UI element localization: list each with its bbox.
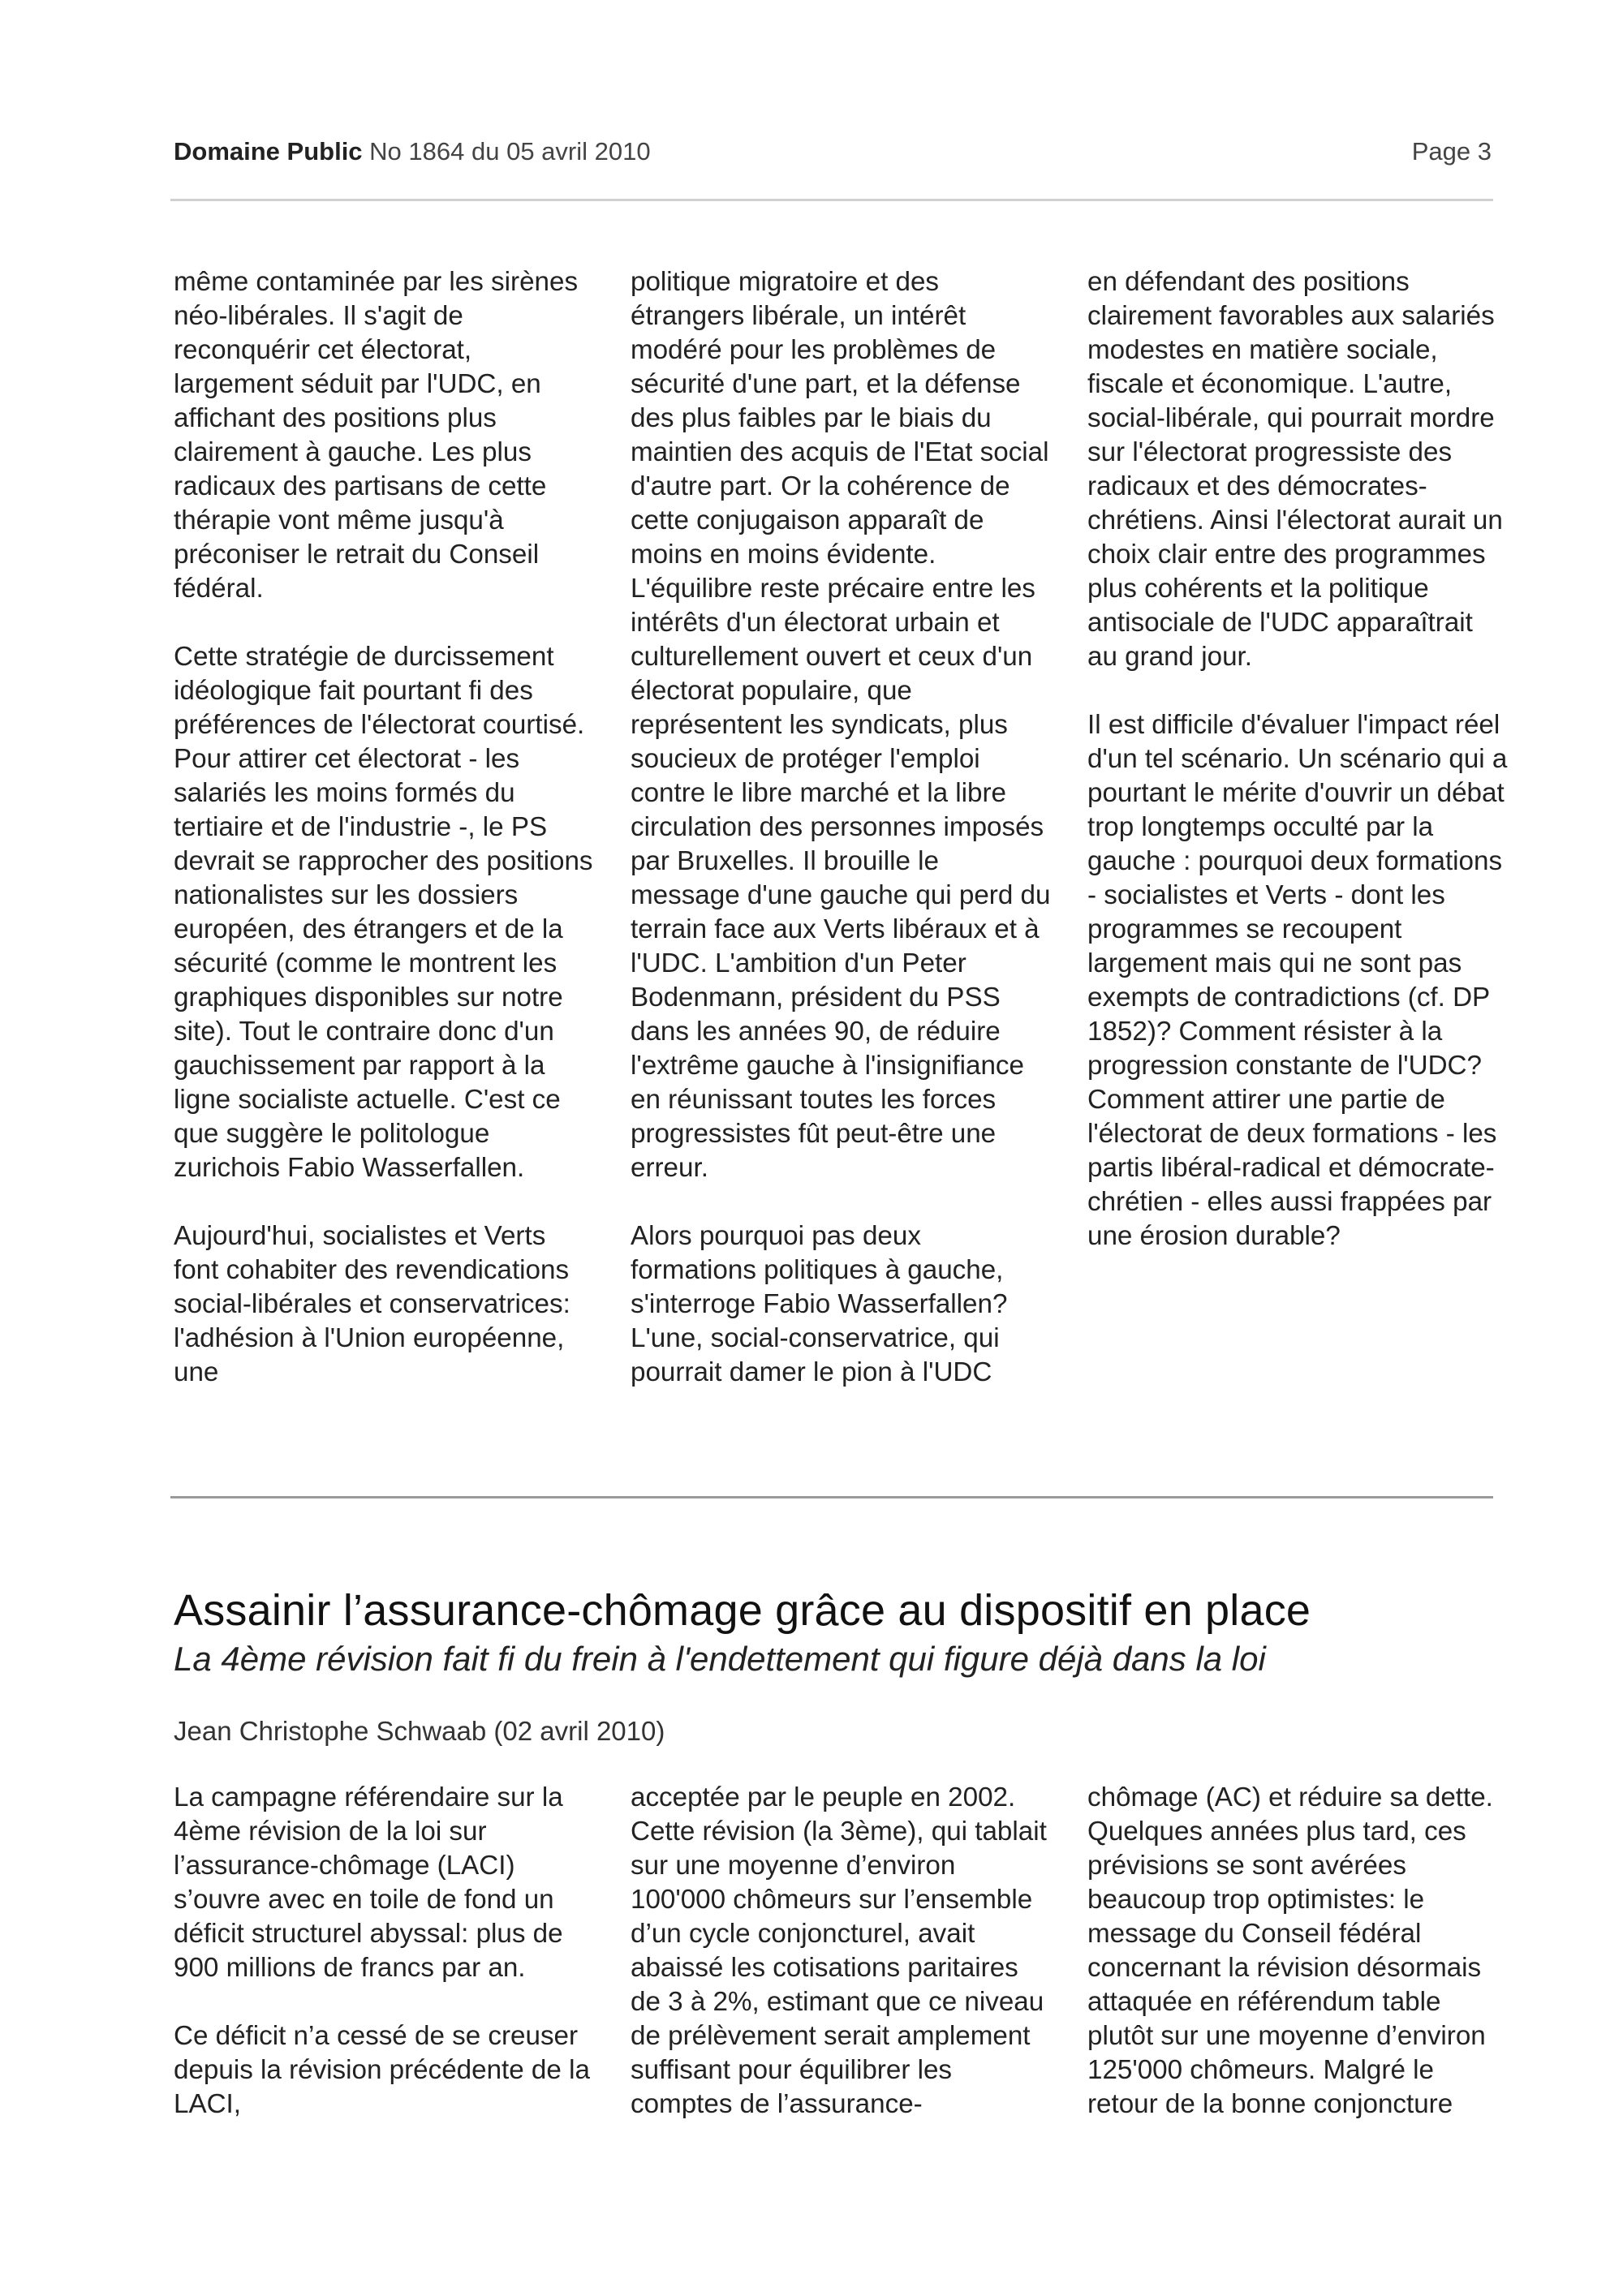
- paragraph: Alors pourquoi pas deux formations politiques à gauche, s'interroge Fabio Wasserfallen? L'une, social-conservatrice, qui pourrait damer le pion à l'UDC: [631, 1221, 1008, 1387]
- article1-column-3: [1087, 265, 1509, 1253]
- article1-column-2: [631, 265, 1053, 1390]
- paragraph: La campagne référendaire sur la 4ème révision de la loi sur l’assurance-chômage (LACI) s’ouvre avec en toile de fond un déficit structurel abyssal: plus de 900 millions de francs par an.: [174, 1782, 563, 1983]
- issue-info: No 1864 du 05 avril 2010: [369, 137, 651, 166]
- paragraph: acceptée par le peuple en 2002. Cette révision (la 3ème), qui tablait sur une moyenne d’environ 100'000 chômeurs sur l’ensemble d’un cycle conjoncturel, avait abaissé les cotisations paritaires de 3 à 2%, estimant que ce niveau de prélèvement serait amplement suffisant pour équilibrer les comptes de l’assurance-: [631, 1782, 1047, 2119]
- article-author: Jean Christophe Schwaab (02 avril 2010): [174, 1716, 665, 1746]
- paragraph: Aujourd'hui, socialistes et Verts font cohabiter des revendications social-libérales et conservatrices: l'adhésion à l'Union européenne, une: [174, 1221, 570, 1387]
- header-divider: [170, 199, 1493, 201]
- article-title: Assainir l’assurance-chômage grâce au dispositif en place: [174, 1586, 1311, 1635]
- page-number: Page 3: [1411, 137, 1492, 166]
- article-subtitle: La 4ème révision fait fi du frein à l'endettement qui figure déjà dans la loi: [174, 1640, 1266, 1678]
- article1-column-1: [174, 265, 596, 1390]
- article2-column-1: [174, 1781, 596, 2122]
- publication-name: Domaine Public: [174, 137, 363, 166]
- paragraph: Cette stratégie de durcissement idéologique fait pourtant fi des préférences de l'électorat courtisé. Pour attirer cet électorat - les salariés les moins formés du tertiaire et de l'industrie -, le PS devrait se rapprocher des positions nationalistes sur les dossiers européen, des étrangers et de la sécurité (comme le montrent les graphiques disponibles sur notre site). Tout le contraire donc d'un gauchissement par rapport à la ligne socialiste actuelle. C'est ce que suggère le politologue zurichois Fabio Wasserfallen.: [174, 642, 593, 1183]
- article2-column-3: [1087, 1781, 1509, 2122]
- paragraph: même contaminée par les sirènes néo-libérales. Il s'agit de reconquérir cet électorat, largement séduit par l'UDC, en affichant des positions plus clairement à gauche. Les plus radicaux des partisans de cette thérapie vont même jusqu'à préconiser le retrait du Conseil fédéral.: [174, 267, 579, 604]
- paragraph: politique migratoire et des étrangers libérale, un intérêt modéré pour les problèmes de sécurité d'une part, et la défense des plus faibles par le biais du maintien des acquis de l'Etat social d'autre part. Or la cohérence de cette conjugaison apparaît de moins en moins évidente. L'équilibre reste précaire entre les intérêts d'un électorat urbain et culturellement ouvert et ceux d'un électorat populaire, que représentent les syndicats, plus soucieux de protéger l'emploi contre le libre marché et la libre circulation des personnes imposés par Bruxelles. Il brouille le message d'une gauche qui perd du terrain face aux Verts libéraux et à l'UDC. L'ambition d'un Peter Bodenmann, président du PSS dans les années 90, de réduire l'extrême gauche à l'insignifiance en réunissant toutes les forces progressistes fût peut-être une erreur.: [631, 267, 1051, 1183]
- page-header: [174, 131, 1492, 172]
- paragraph: Il est difficile d'évaluer l'impact réel d'un tel scénario. Un scénario qui a pourtant le mérite d'ouvrir un débat trop longtemps occulté par la gauche : pourquoi deux formations - socialistes et Verts - dont les programmes se recoupent largement mais qui ne sont pas exempts de contradictions (cf. DP 1852)? Comment résister à la progression constante de l'UDC? Comment attirer une partie de l'électorat de deux formations - les partis libéral-radical et démocrate-chrétien - elles aussi frappées par une érosion durable?: [1087, 710, 1508, 1251]
- paragraph: Ce déficit n’a cessé de se creuser depuis la révision précédente de la LACI,: [174, 2021, 590, 2119]
- paragraph: chômage (AC) et réduire sa dette. Quelques années plus tard, ces prévisions se sont avérées beaucoup trop optimistes: le message du Conseil fédéral concernant la révision désormais attaquée en référendum table plutôt sur une moyenne d’environ 125'000 chômeurs. Malgré le retour de la bonne conjoncture: [1087, 1782, 1493, 2119]
- paragraph: en défendant des positions clairement favorables aux salariés modestes en matière sociale, fiscale et économique. L'autre, social-libérale, qui pourrait mordre sur l'électorat progressiste des radicaux et des démocrates-chrétiens. Ainsi l'électorat aurait un choix clair entre des programmes plus cohérents et la politique antisociale de l'UDC apparaîtrait au grand jour.: [1087, 267, 1503, 672]
- article2-column-2: [631, 1781, 1053, 2122]
- article-divider: [170, 1496, 1493, 1498]
